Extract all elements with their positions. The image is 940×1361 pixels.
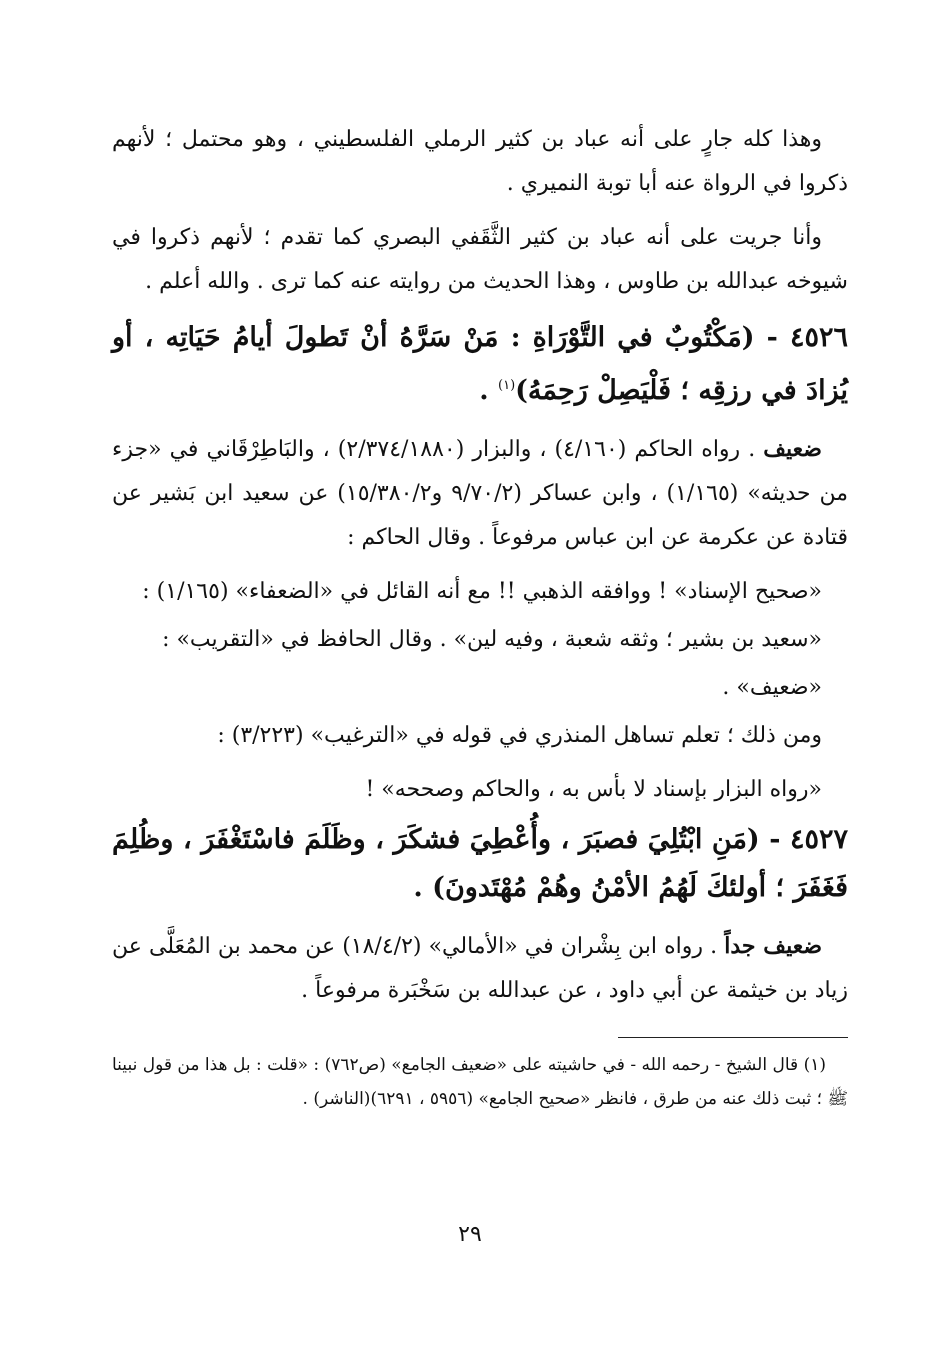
footnote: (١) قال الشيخ - رحمه الله - في حاشيته على «ضعيف الجامع» (ص٧٦٢) : «قلت : بل هذا من قول نبينا ﷺ ؛ ثبت ذلك عنه من طرق ، فانظر «صحيح الجامع» (٥٩٥٦ ، ٦٢٩١)(الناشر) .	[112, 1055, 848, 1109]
paragraph-3	[112, 427, 848, 560]
quote-3: «ضعيف» .	[722, 675, 822, 700]
hadith-4526-end: .	[479, 375, 499, 406]
quote-1: «صحيح الإسناد» ! ووافقه الذهبي !! مع أنه القائل في «الضعفاء» (١/١٦٥) :	[142, 579, 822, 604]
paragraph-4: ومن ذلك ؛ تعلم تساهل المنذري في قوله في «الترغيب» (٣/٢٢٣) :	[217, 723, 822, 748]
paragraph-5-text: . رواه ابن بِشْران في «الأمالي» (١٨/٤/٢) عن محمد بن المُعَلَّى عن زياد بن خيثمة عن أبي داود ، عن عبدالله بن سَخْبَرة مرفوعاً .	[112, 934, 848, 1003]
grade-label-4527: ضعيف جداً	[724, 933, 823, 959]
page-content	[112, 118, 848, 1116]
grade-label-4526: ضعيف	[763, 436, 822, 462]
paragraph-3-text: . رواه الحاكم (٤/١٦٠) ، والبزار (٢/٣٧٤/١٨٨٠) ، والبَاطِرْقَاني في «جزء من حديثه» (١/١٦٥) ، وابن عساكر (٩/٧٠/٢ و١٥/٣٨٠/٢) عن سعيد ابن بَشير عن قتادة عن عكرمة عن ابن عباس مرفوعاً . وقال الحاكم :	[112, 437, 848, 550]
hadith-4526	[112, 314, 848, 415]
paragraph-1: وهذا كله جارٍ على أنه عباد بن كثير الرملي الفلسطيني ، وهو محتمل ؛ لأنهم ذكروا في الرواة عنه أبا توبة النميري .	[112, 127, 848, 196]
paragraph-5	[112, 924, 848, 1013]
quote-2: «سعيد بن بشير ؛ وثقه شعبة ، وفيه لين» . وقال الحافظ في «التقريب» :	[162, 627, 822, 652]
page-number: ٢٩	[458, 1222, 482, 1247]
hadith-4527: ٤٥٢٧ - (مَنِ ابْتُلِيَ فصبَرَ ، وأُعْطِيَ فشكَرَ ، وظَلَمَ فاسْتَغْفَرَ ، وظُلِمَ فَغَفَرَ ؛ أولئكَ لَهُمُ الأمْنُ وهُمْ مُهْتَدونَ) .	[112, 824, 848, 903]
footnote-reference: (١)	[498, 378, 516, 393]
quote-4: «رواه البزار بإسناد لا بأس به ، والحاكم وصححه» !	[365, 777, 822, 802]
paragraph-2: وأنا جريت على أنه عباد بن كثير الثَّقَفي البصري كما تقدم ؛ لأنهم ذكروا في شيوخه عبدالله بن طاوس ، وهذا الحديث من روايته عنه كما ترى . والله أعلم .	[112, 225, 848, 294]
footnote-divider	[618, 1037, 848, 1038]
hadith-4526-text: ٤٥٢٦ - (مَكْتُوبٌ في التَّوْرَاةِ : مَنْ سَرَّهُ أنْ تَطولَ أيامُ حَيَاتِه ، أو يُزادَ في رزقِه ؛ فَلْيَصِلْ رَحِمَهُ)	[112, 322, 848, 406]
